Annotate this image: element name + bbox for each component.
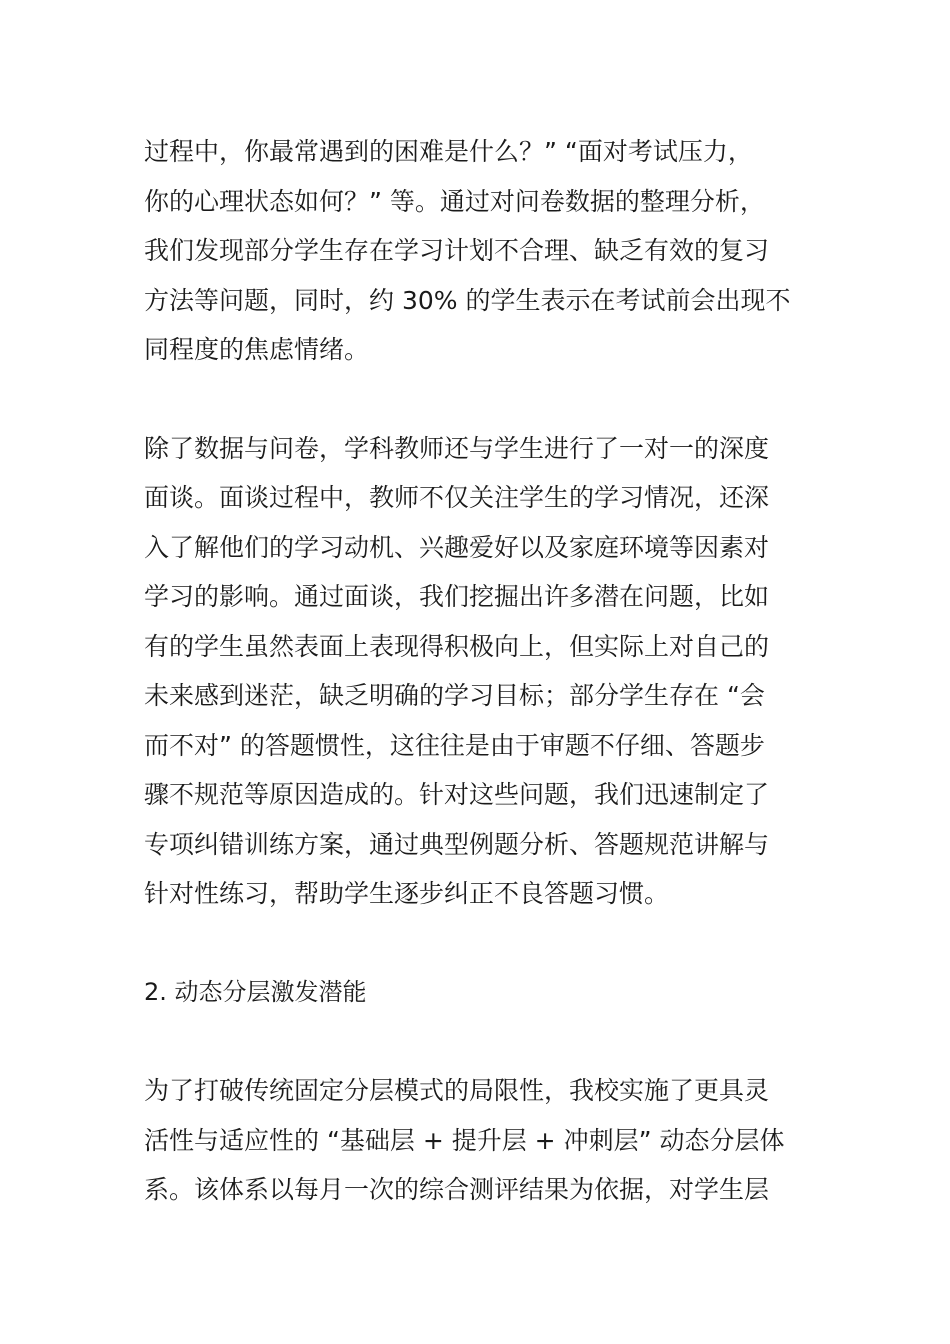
paragraph-dynamic-layering xyxy=(144,1066,812,1215)
text-line: 你的心理状态如何？” 等。通过对问卷数据的整理分析， xyxy=(144,186,765,216)
text-line: 系。该体系以每月一次的综合测评结果为依据，对学生层 xyxy=(144,1175,770,1204)
text-line: 活性与适应性的 “基础层 + 提升层 + 冲刺层” 动态分层体 xyxy=(144,1125,785,1155)
text-line: 针对性练习，帮助学生逐步纠正不良答题习惯。 xyxy=(144,879,670,908)
text-line: 面谈。面谈过程中，教师不仅关注学生的学习情况，还深 xyxy=(144,483,770,512)
text-line: 除了数据与问卷，学科教师还与学生进行了一对一的深度 xyxy=(144,433,770,463)
paragraph-one-on-one-interview xyxy=(144,424,812,919)
text-line: 同程度的焦虑情绪。 xyxy=(144,335,370,364)
text-line: 有的学生虽然表面上表现得积极向上，但实际上对自己的 xyxy=(144,631,770,661)
text-line: 入了解他们的学习动机、兴趣爱好以及家庭环境等因素对 xyxy=(144,532,770,562)
text-line: 未来感到迷茫，缺乏明确的学习目标；部分学生存在 “会 xyxy=(144,681,765,710)
text-line: 学习的影响。通过面谈，我们挖掘出许多潜在问题，比如 xyxy=(144,582,770,611)
text-line: 过程中，你最常遇到的困难是什么？” “面对考试压力， xyxy=(144,137,753,166)
text-line: 而不对” 的答题惯性，这往往是由于审题不仔细、答题步 xyxy=(144,730,765,760)
text-line: 方法等问题，同时，约 30% 的学生表示在考试前会出现不 xyxy=(144,285,791,315)
text-line: 骤不规范等原因造成的。针对这些问题，我们迅速制定了 xyxy=(144,780,770,809)
document-body xyxy=(144,127,812,1215)
text-line: 专项纠错训练方案，通过典型例题分析、答题规范讲解与 xyxy=(144,829,770,859)
text-line: 我们发现部分学生存在学习计划不合理、缺乏有效的复习 xyxy=(144,236,770,265)
section-heading: 2. 动态分层激发潜能 xyxy=(144,977,367,1006)
paragraph-questionnaire-analysis xyxy=(144,127,812,375)
text-line: 为了打破传统固定分层模式的局限性，我校实施了更具灵 xyxy=(144,1076,770,1105)
